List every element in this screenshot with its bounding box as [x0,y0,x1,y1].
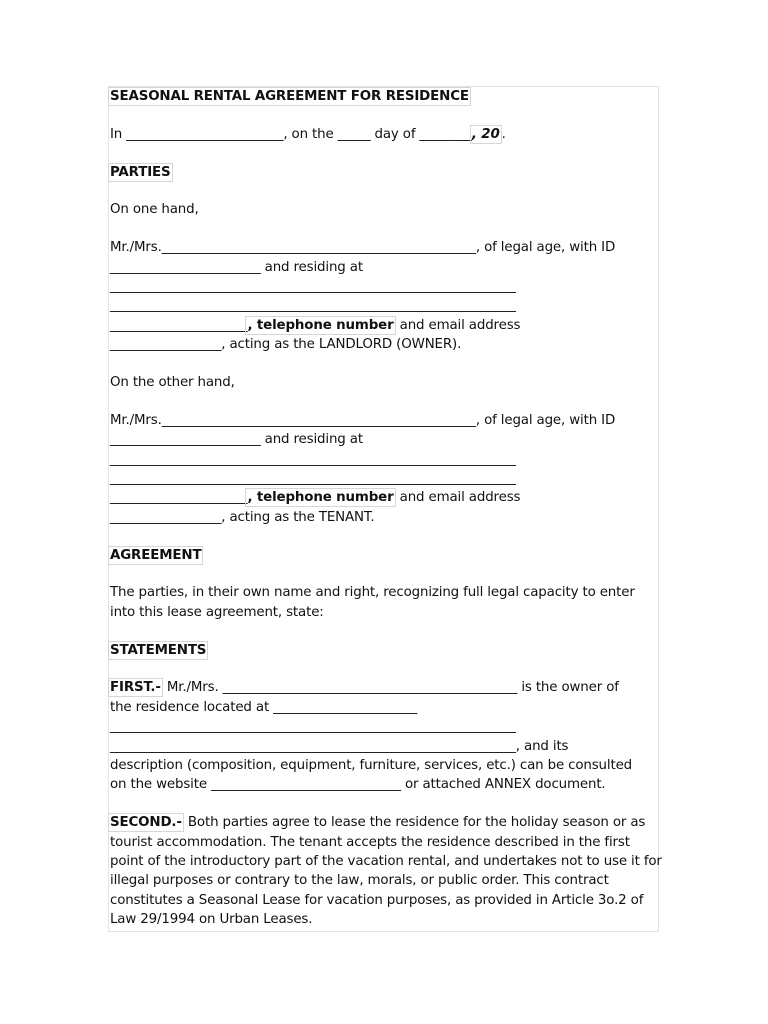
landlord-block [110,238,662,354]
tenant-line-1: Mr./Mrs.________________________________________________, of legal age, with ID [110,412,616,428]
landlord-line-6: _________________, acting as the LANDLORD (OWNER). [110,337,462,353]
intro-place-date: In ________________________, on the _____ day of ________ [110,126,472,142]
tenant-line-2: _______________________ and residing at [110,432,363,448]
one-hand-text: On one hand, [110,202,199,218]
second-label: SECOND.- [110,815,182,831]
year-field: , 20 [471,126,500,142]
second-statement: SECOND.- Both parties agree to lease the residence for the holiday season or as tourist accommodation. The tenant accepts the residence described in the first point of the introductory part of the vacation rental, and undertakes not to use it for illegal purposes or contrary to the law, morals, or public order. This contract constitutes a Seasonal Lease for vacation purposes, as provided in Article 3o.2 of Law 29/1994 on Urban Leases. [110,815,662,928]
landlord-line-5: _____________________, telephone number and email address [110,317,521,333]
landlord-line-3: ______________________________________________________________ [110,279,516,294]
landlord-line-2: _______________________ and residing at [110,259,363,275]
tenant-block [110,411,662,527]
parties-heading: PARTIES [110,164,171,180]
document-title: SEASONAL RENTAL AGREEMENT FOR RESIDENCE [110,89,469,104]
other-hand-text: On the other hand, [110,375,235,391]
intro-line: In ________________________, on the _____ day of ________, 20 . [110,126,506,142]
first-label: FIRST.- [110,680,161,696]
landlord-line-1: Mr./Mrs.________________________________________________, of legal age, with ID [110,240,616,256]
tenant-line-5: _____________________, telephone number and email address [110,490,521,506]
statements-heading: STATEMENTS [110,642,207,658]
first-statement: FIRST.- Mr./Mrs. _____________________________________________ is the owner of the residence located at ______________________ ______________________________________________________________ ______________________________________________________________, and its description (composition, equipment, furniture, services, etc.) can be consulted on the website _____________________________ or attached ANNEX document. [110,680,633,793]
tenant-line-4: ______________________________________________________________ [110,471,516,487]
tenant-line-6: _________________, acting as the TENANT. [110,509,375,525]
tenant-line-3: ______________________________________________________________ [110,451,516,467]
document-content [110,87,662,930]
telephone-number-label: , telephone number [247,317,394,333]
agreement-text: The parties, in their own name and right, recognizing full legal capacity to enter into this lease agreement, state: [110,585,635,620]
agreement-heading: AGREEMENT [110,547,202,563]
landlord-line-4: ______________________________________________________________ [110,298,516,314]
telephone-number-label: , telephone number [247,490,394,506]
